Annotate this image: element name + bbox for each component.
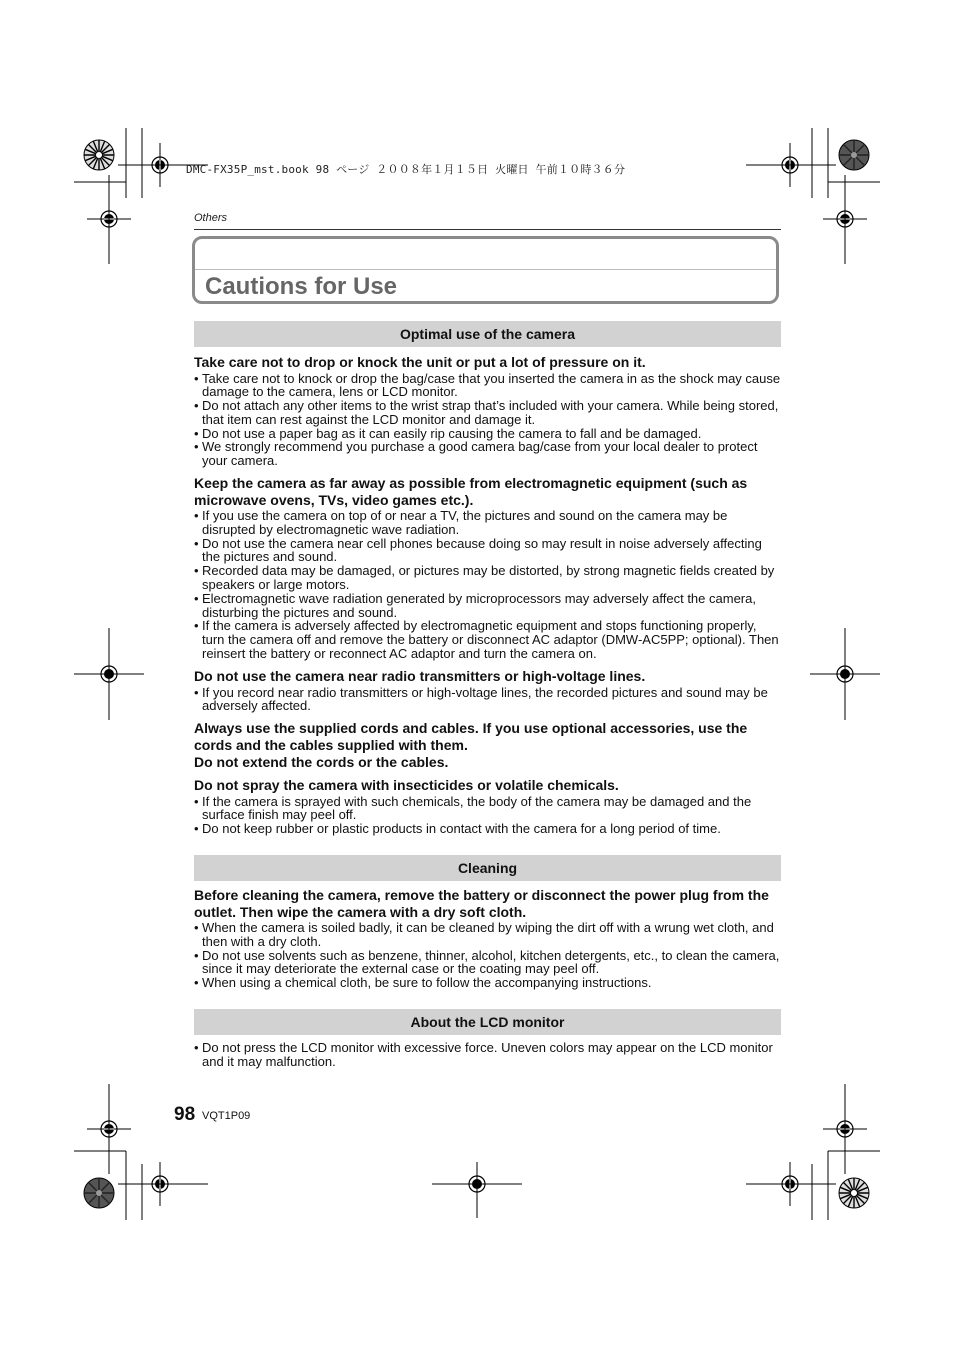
- section-divider: [194, 229, 781, 230]
- caution-heading: Keep the camera as far away as possible from electromagnetic equipment (such as microwave ovens, TVs, video games etc.).: [194, 475, 748, 508]
- list-item: • If the camera is sprayed with such chemicals, the body of the camera may be damaged and the surface finish may peel off.: [194, 795, 781, 823]
- caution-list: [194, 921, 781, 990]
- section-header-cleaning: Cleaning: [194, 855, 781, 881]
- section-header-lcd-monitor: About the LCD monitor: [194, 1009, 781, 1035]
- document-code: VQT1P09: [202, 1110, 251, 1122]
- caution-heading: Before cleaning the camera, remove the battery or disconnect the power plug from the outlet. Then wipe the camera with a dry soft cloth.: [194, 887, 769, 920]
- caution-heading: Take care not to drop or knock the unit or put a lot of pressure on it.: [194, 354, 646, 370]
- caution-list: [194, 372, 781, 469]
- section-cords-content: [194, 720, 781, 772]
- title-box: [192, 236, 779, 304]
- section-header-optimal-use: Optimal use of the camera: [194, 321, 781, 347]
- section-label: Others: [194, 212, 228, 224]
- list-item: • We strongly recommend you purchase a good camera bag/case from your local dealer to protect your camera.: [194, 440, 781, 468]
- caution-heading: Do not spray the camera with insecticides or volatile chemicals.: [194, 777, 619, 793]
- list-item: • If you record near radio transmitters or high-voltage lines, the recorded pictures and sound may be adversely affected.: [194, 686, 781, 714]
- title-box-rule: [195, 269, 776, 270]
- list-item: • Do not press the LCD monitor with excessive force. Uneven colors may appear on the LCD monitor and it may malfunction.: [194, 1041, 781, 1069]
- list-item: • Do not attach any other items to the wrist strap that’s included with your camera. While being stored, that item can rest against the LCD monitor and damage it.: [194, 399, 781, 427]
- section-chemicals-content: [194, 777, 781, 836]
- caution-heading-secondary: Do not extend the cords or the cables.: [194, 754, 449, 770]
- page-title: Cautions for Use: [205, 273, 398, 300]
- page-number: 98: [174, 1104, 196, 1125]
- list-item: • Recorded data may be damaged, or pictures may be distorted, by strong magnetic fields created by speakers or large motors.: [194, 564, 781, 592]
- caution-list: [194, 686, 781, 714]
- section-cleaning-content: [194, 887, 781, 990]
- list-item: • Do not use solvents such as benzene, thinner, alcohol, kitchen detergents, etc., to clean the camera, since it may deteriorate the external case or the coating may peel off.: [194, 949, 781, 977]
- caution-heading: Do not use the camera near radio transmitters or high-voltage lines.: [194, 668, 646, 684]
- caution-list: [194, 509, 781, 661]
- list-item: • If you use the camera on top of or near a TV, the pictures and sound on the camera may be disrupted by electromagnetic wave radiation.: [194, 509, 781, 537]
- section-electromagnetic-content: [194, 475, 781, 661]
- list-item: • Do not keep rubber or plastic products in contact with the camera for a long period of time.: [194, 822, 781, 836]
- list-item: • When using a chemical cloth, be sure to follow the accompanying instructions.: [194, 976, 781, 990]
- list-item: • Electromagnetic wave radiation generated by microprocessors may adversely affect the camera, disturbing the pictures and sound.: [194, 592, 781, 620]
- list-item: • Do not use a paper bag as it can easily rip causing the camera to fall and be damaged.: [194, 427, 781, 441]
- list-item: • When the camera is soiled badly, it can be cleaned by wiping the dirt off with a wrung wet cloth, and then with a dry cloth.: [194, 921, 781, 949]
- section-radio-content: [194, 668, 781, 713]
- print-job-info: DMC-FX35P_mst.book 98 ページ ２００８年１月１５日 火曜日 午前１０時３６分: [186, 163, 626, 176]
- section-lcd-content: [194, 1041, 781, 1069]
- list-item: • Do not use the camera near cell phones because doing so may result in noise adversely affecting the pictures and sound.: [194, 537, 781, 565]
- list-item: • Take care not to knock or drop the bag/case that you inserted the camera in as the shock may cause damage to the camera, lens or LCD monitor.: [194, 372, 781, 400]
- list-item: • If the camera is adversely affected by electromagnetic equipment and stops functioning properly, turn the camera off and remove the battery or disconnect AC adaptor (DMW-AC5PP; optional). Then reinsert the battery or reconnect AC adaptor and turn the camera on.: [194, 619, 781, 660]
- caution-list: [194, 1041, 781, 1069]
- caution-list: [194, 795, 781, 836]
- caution-heading: Always use the supplied cords and cables. If you use optional accessories, use the cords and the cables supplied with them.: [194, 720, 748, 753]
- section-optimal-use-content: [194, 354, 781, 468]
